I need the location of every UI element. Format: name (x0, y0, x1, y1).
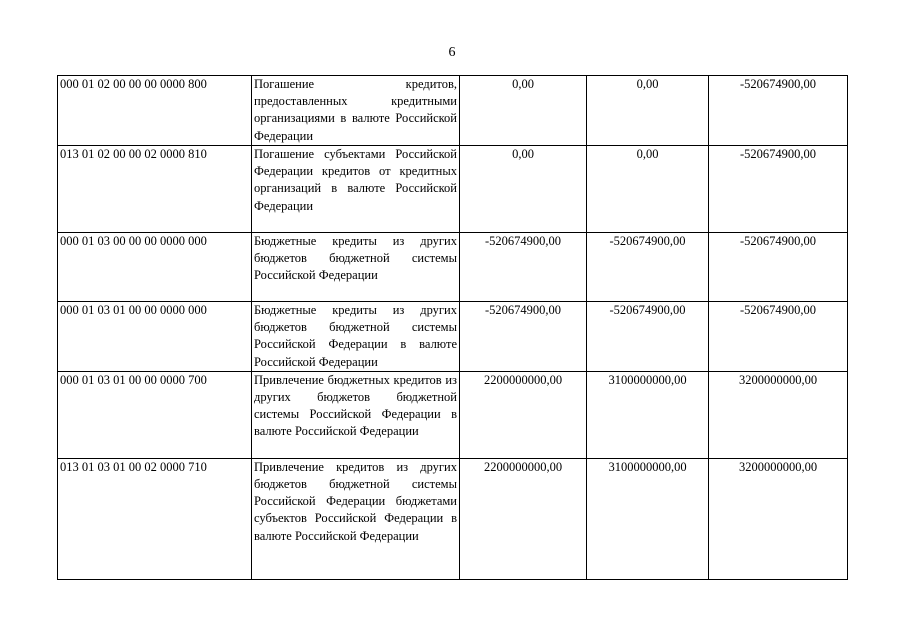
year3-amount-cell: -520674900,00 (709, 146, 848, 233)
budget-sources-table (57, 75, 848, 580)
table-row (58, 371, 848, 458)
table-row (58, 233, 848, 302)
year3-amount-cell: -520674900,00 (709, 233, 848, 302)
budget-code-cell: 000 01 03 01 00 00 0000 000 (58, 302, 252, 372)
year2-amount-cell: 0,00 (587, 146, 709, 233)
year1-amount-cell: 2200000000,00 (460, 371, 587, 458)
budget-code-cell: 000 01 02 00 00 00 0000 800 (58, 76, 252, 146)
year2-amount-cell: -520674900,00 (587, 233, 709, 302)
page-number: 6 (448, 45, 456, 60)
year2-amount-cell: 0,00 (587, 76, 709, 146)
year1-amount-cell: -520674900,00 (460, 302, 587, 372)
year1-amount-cell: -520674900,00 (460, 233, 587, 302)
year3-amount-cell: 3200000000,00 (709, 458, 848, 579)
year1-amount-cell: 0,00 (460, 76, 587, 146)
year3-amount-cell: -520674900,00 (709, 302, 848, 372)
table-row (58, 146, 848, 233)
description-cell: Бюджетные кредиты из других бюджетов бюджетной системы Российской Федерации (252, 233, 460, 302)
year3-amount-cell: 3200000000,00 (709, 371, 848, 458)
description-cell: Погашение субъектами Российской Федерации кредитов от кредитных организаций в валюте Российской Федерации (252, 146, 460, 233)
year2-amount-cell: 3100000000,00 (587, 371, 709, 458)
budget-code-cell: 000 01 03 00 00 00 0000 000 (58, 233, 252, 302)
description-cell: Погашение кредитов, предоставленных кредитными организациями в валюте Российской Федерации (252, 76, 460, 146)
budget-code-cell: 013 01 03 01 00 02 0000 710 (58, 458, 252, 579)
description-cell: Бюджетные кредиты из других бюджетов бюджетной системы Российской Федерации в валюте Российской Федерации (252, 302, 460, 372)
budget-code-cell: 013 01 02 00 00 02 0000 810 (58, 146, 252, 233)
budget-code-cell: 000 01 03 01 00 00 0000 700 (58, 371, 252, 458)
description-cell: Привлечение бюджетных кредитов из других бюджетов бюджетной системы Российской Федерации в валюте Российской Федерации (252, 371, 460, 458)
year3-amount-cell: -520674900,00 (709, 76, 848, 146)
year2-amount-cell: -520674900,00 (587, 302, 709, 372)
year1-amount-cell: 0,00 (460, 146, 587, 233)
table-row (58, 302, 848, 372)
table-row (58, 76, 848, 146)
table-row (58, 458, 848, 579)
year2-amount-cell: 3100000000,00 (587, 458, 709, 579)
year1-amount-cell: 2200000000,00 (460, 458, 587, 579)
description-cell: Привлечение кредитов из других бюджетов бюджетной системы Российской Федерации бюджетами субъектов Российской Федерации в валюте Российской Федерации (252, 458, 460, 579)
